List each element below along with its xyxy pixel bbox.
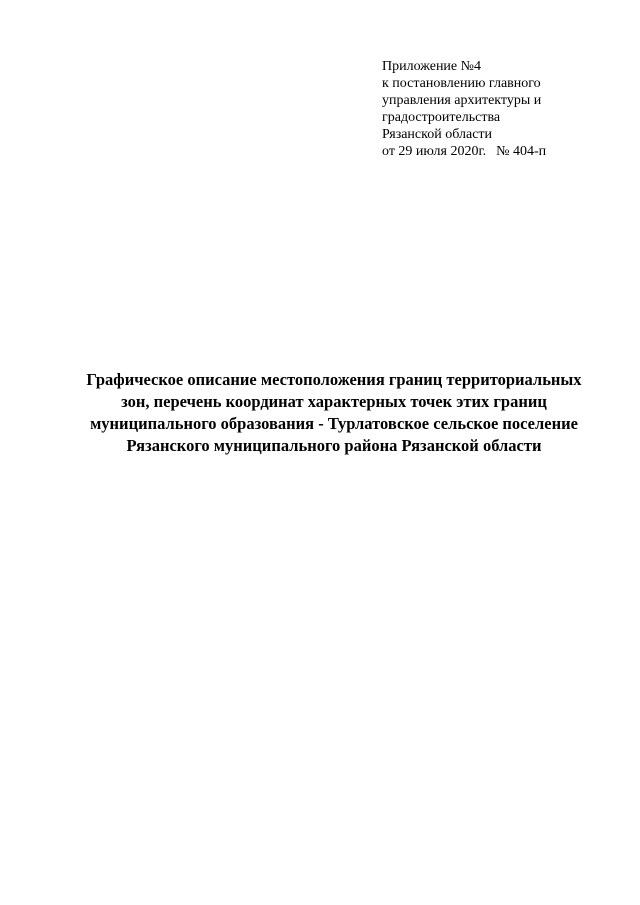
- title-line-1: Графическое описание местоположения границ территориальных: [86, 370, 582, 389]
- document-title: [40, 369, 628, 457]
- title-line-2: зон, перечень координат характерных точек этих границ: [121, 392, 547, 411]
- appendix-header: [382, 58, 622, 160]
- appendix-number: Приложение №4: [382, 59, 481, 74]
- appendix-decree-number: № 404-п: [496, 144, 547, 159]
- appendix-date: от 29 июля 2020г.: [382, 144, 487, 159]
- title-line-3: муниципального образования - Турлатовское сельское поселение: [90, 414, 578, 433]
- appendix-decree-ref: к постановлению главного: [382, 76, 541, 91]
- appendix-department-line2: градостроительства: [382, 110, 501, 125]
- appendix-date-line: [382, 143, 622, 160]
- title-line-4: Рязанского муниципального района Рязанской области: [126, 436, 542, 455]
- appendix-region: Рязанской области: [382, 127, 493, 142]
- appendix-department-line1: управления архитектуры и: [382, 93, 542, 108]
